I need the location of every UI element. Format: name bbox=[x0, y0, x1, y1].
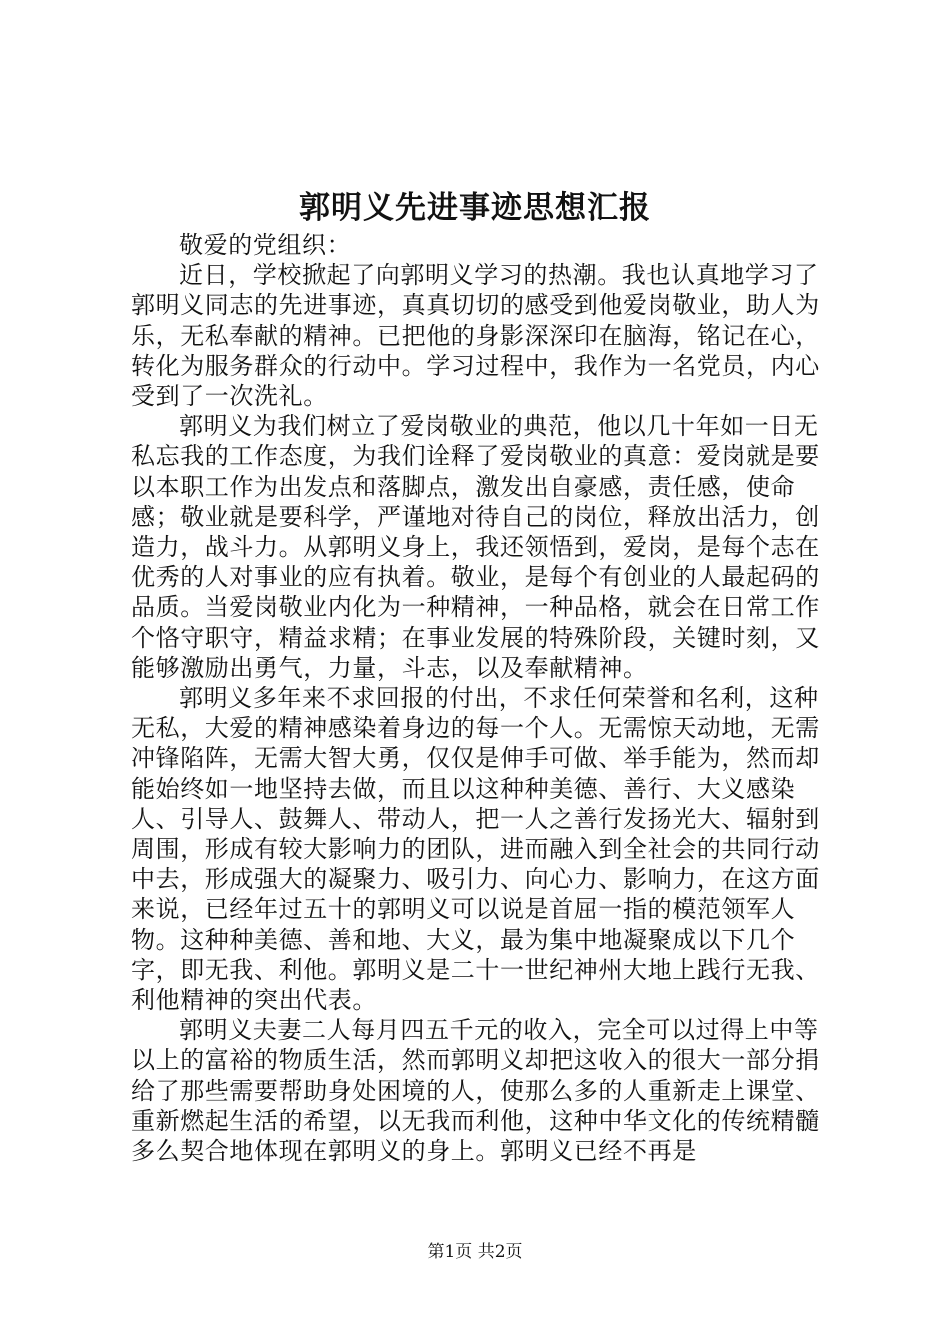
document-body bbox=[131, 230, 831, 1166]
page-number-footer: 第1页 共2页 bbox=[427, 1242, 523, 1262]
paragraph-4: 郭明义夫妻二人每月四五千元的收入，完全可以过得上中等以上的富裕的物质生活，然而郭明义却把这收入的很大一部分捐给了那些需要帮助身处困境的人，使那么多的人重新走上课堂、重新燃起生活的希望，以无我而利他，这种中华文化的传统精髓多么契合地体现在郭明义的身上。郭明义已经不再是 bbox=[131, 1016, 820, 1166]
paragraph-3: 郭明义多年来不求回报的付出，不求任何荣誉和名利，这种无私，大爱的精神感染着身边的每一个人。无需惊天动地，无需冲锋陷阵，无需大智大勇，仅仅是伸手可做、举手能为，然而却能始终如一地坚持去做，而且以这种种美德、善行、大义感染人、引导人、鼓舞人、带动人，把一人之善行发扬光大、辐射到周围，形成有较大影响力的团队，进而融入到全社会的共同行动中去，形成强大的凝聚力、吸引力、向心力、影响力，在这方面来说，已经年过五十的郭明义可以说是首屈一指的模范领军人物。这种种美德、善和地、大义，最为集中地凝聚成以下几个字，即无我、利他。郭明义是二十一世纪神州大地上践行无我、利他精神的突出代表。 bbox=[131, 684, 820, 1015]
document-title: 郭明义先进事迹思想汇报 bbox=[299, 190, 651, 226]
paragraph-2: 郭明义为我们树立了爱岗敬业的典范，他以几十年如一日无私忘我的工作态度，为我们诠释了爱岗敬业的真意：爱岗就是要以本职工作为出发点和落脚点，激发出自豪感，责任感，使命感；敬业就是要科学，严谨地对待自己的岗位，释放出活力，创造力，战斗力。从郭明义身上，我还领悟到，爱岗，是每个志在优秀的人对事业的应有执着。敬业，是每个有创业的人最起码的品质。当爱岗敬业内化为一种精神，一种品格，就会在日常工作个恪守职守，精益求精；在事业发展的特殊阶段，关键时刻，又能够激励出勇气，力量，斗志，以及奉献精神。 bbox=[131, 412, 820, 682]
paragraph-1: 近日，学校掀起了向郭明义学习的热潮。我也认真地学习了郭明义同志的先进事迹，真真切切的感受到他爱岗敬业，助人为乐，无私奉献的精神。已把他的身影深深印在脑海，铭记在心，转化为服务群众的行动中。学习过程中，我作为一名党员，内心受到了一次洗礼。 bbox=[131, 261, 820, 411]
salutation: 敬爱的党组织： bbox=[179, 231, 352, 259]
